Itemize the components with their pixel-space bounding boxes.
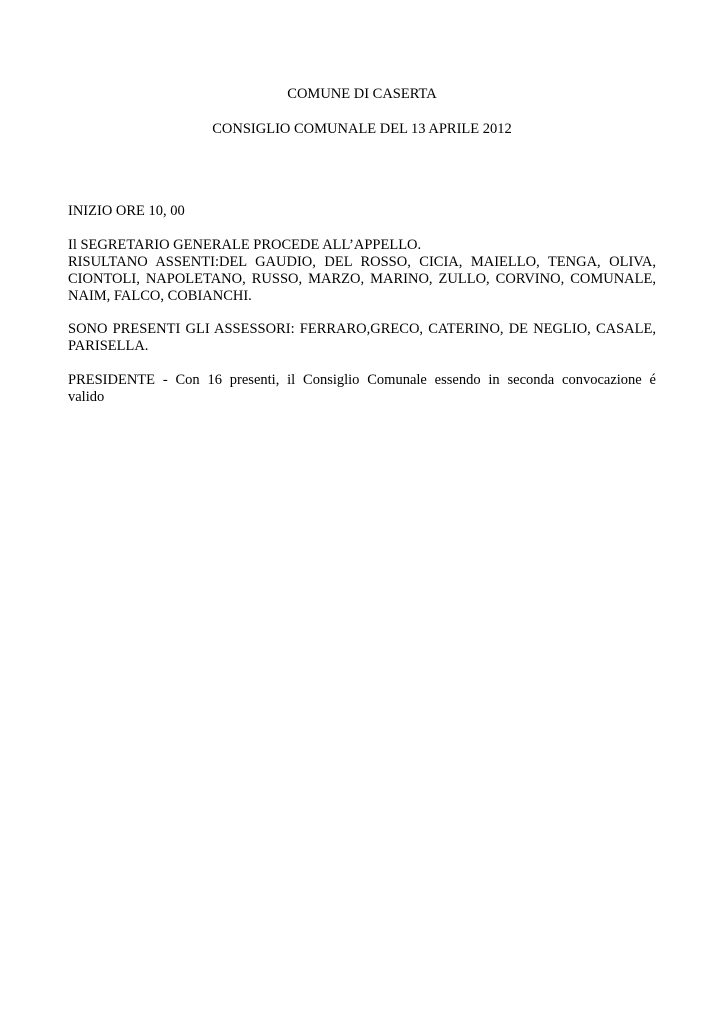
assessors-line-1: SONO PRESENTI GLI ASSESSORI: FERRARO,GRECO, CATERINO, DE NEGLIO, CASALE, <box>68 321 656 337</box>
president-line-2: valido <box>68 389 105 405</box>
president-paragraph <box>68 372 656 406</box>
roll-call-line-2: RISULTANO ASSENTI:DEL GAUDIO, DEL ROSSO, CICIA, MAIELLO, TENGA, OLIVA, <box>68 254 656 270</box>
start-time-paragraph <box>68 203 656 220</box>
assessors-line-2: PARISELLA. <box>68 338 149 354</box>
roll-call-paragraph <box>68 237 656 305</box>
assessors-paragraph <box>68 321 656 355</box>
start-time-text: INIZIO ORE 10, 00 <box>68 203 185 219</box>
roll-call-line-1: Il SEGRETARIO GENERALE PROCEDE ALL’APPELLO. <box>68 237 422 253</box>
session-title: CONSIGLIO COMUNALE DEL 13 APRILE 2012 <box>212 121 512 137</box>
roll-call-line-4: NAIM, FALCO, COBIANCHI. <box>68 288 252 304</box>
roll-call-line-3: CIONTOLI, NAPOLETANO, RUSSO, MARZO, MARINO, ZULLO, CORVINO, COMUNALE, <box>68 271 656 287</box>
municipality-title: COMUNE DI CASERTA <box>287 86 437 102</box>
president-line-1: PRESIDENTE - Con 16 presenti, il Consiglio Comunale essendo in seconda convocazione é <box>68 372 656 388</box>
